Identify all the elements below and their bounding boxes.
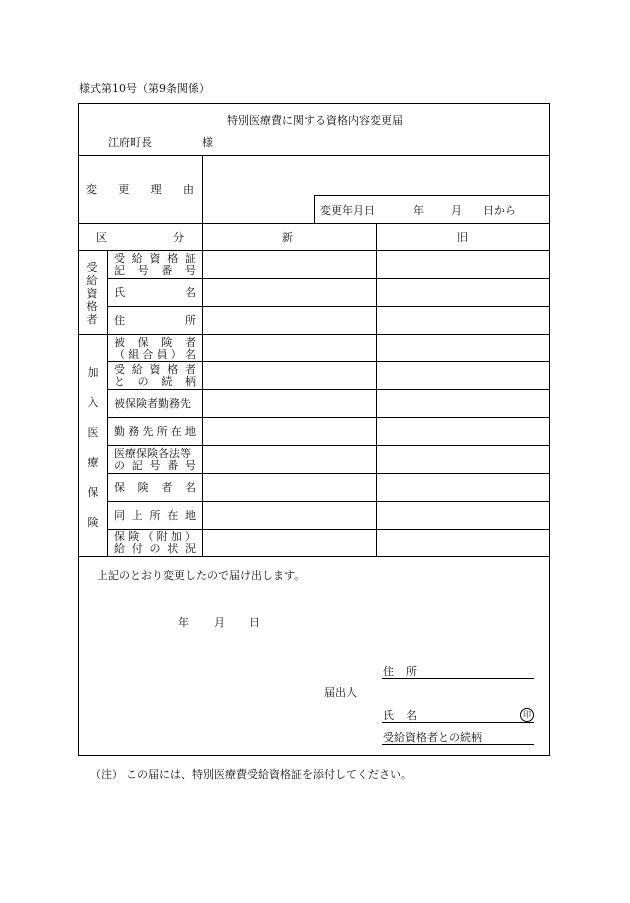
relationship-line2: と の 続 柄 [114,375,196,388]
employer-address-label: 勤 務 先 所 在 地 [114,425,196,438]
applicant-label: 届出人 [324,686,357,699]
form-title: 特別医療費に関する資格内容変更届 [227,114,403,127]
recipient-cert-line1: 受 給 資 格 証 [114,252,196,265]
recipient-name-label: 氏 名 [114,286,196,299]
column-header-old: 旧 [457,231,468,244]
table-row-line [107,417,550,418]
form-number: 様式第10号（第9条関係） [79,82,210,95]
employer-label: 被保険者勤務先 [114,397,191,410]
declaration-date-day: 日 [249,616,260,629]
note-text: この届には、特別医療費受給資格証を添付してください。 [126,768,412,781]
insurance-label-char: 険 [87,516,99,529]
recipient-cert-line2: 記 号 番 号 [114,264,196,277]
relationship-line1: 受 給 資 格 者 [114,363,196,376]
table-row-line [107,389,550,390]
insurer-address-label: 同 上 所 在 地 [114,509,196,522]
insurance-label-char: 入 [87,396,99,409]
note-mark: （注） [90,768,123,781]
applicant-name-line [382,722,534,723]
benefit-status-line1: 保 険 （ 附 加 ） [114,530,196,543]
insured-name-line2: （ 組 合 員 ） 名 [114,348,196,361]
table-row-line [107,473,550,474]
addressee-name: 江府町長 [108,136,152,149]
change-date-from: 日から [483,204,516,217]
change-reason-divider [202,155,203,223]
header-bottom-line [78,250,550,251]
declaration-text: 上記のとおり変更したので届け出します。 [97,569,306,582]
applicant-address-label: 住 所 [383,665,417,678]
seal-mark: 印 [520,708,534,722]
table-row-line [107,306,550,307]
insurance-law-line1: 医療保険各法等 [114,447,191,460]
insurer-name-label: 保 険 者 名 [114,481,196,494]
addressee-honorific: 様 [202,136,213,149]
insurance-label-char: 加 [87,366,99,379]
change-date-top-line [314,195,550,196]
table-row-line [107,361,550,362]
change-date-label: 変更年月日 [320,204,375,217]
insured-name-line1: 被 保 険 者 [114,336,196,349]
change-date-year: 年 [413,204,424,217]
change-reason-bottom-line [78,223,550,224]
applicant-name-label: 氏 名 [383,709,417,722]
recipient-address-label: 住 所 [114,314,196,327]
recipient-group-bottom-line [78,334,550,335]
declaration-date-month: 月 [214,616,225,629]
change-reason-label: 変 更 理 由 [86,183,194,196]
table-row-line [107,278,550,279]
change-date-month: 月 [451,204,462,217]
insurance-label-char: 療 [87,456,99,469]
table-row-line [107,501,550,502]
column-header-new: 新 [282,231,293,244]
table-row-line [107,445,550,446]
title-divider [78,155,550,156]
table-line-group [107,250,108,556]
recipient-group-label: 受給資格者 [86,261,98,326]
applicant-address-line [382,678,534,679]
table-bottom-line [78,556,550,557]
declaration-date-year: 年 [178,616,189,629]
benefit-status-line2: 給 付 の 状 況 [114,542,196,555]
change-date-left-line [314,195,315,223]
insurance-law-line2: の 記 号 番 号 [114,459,196,472]
insurance-label-char: 医 [87,426,99,439]
applicant-relationship-label: 受給資格者との続柄 [383,731,482,744]
insurance-label-char: 保 [87,486,99,499]
column-header-kubun: 区 分 [96,231,184,244]
applicant-relationship-line [382,744,534,745]
